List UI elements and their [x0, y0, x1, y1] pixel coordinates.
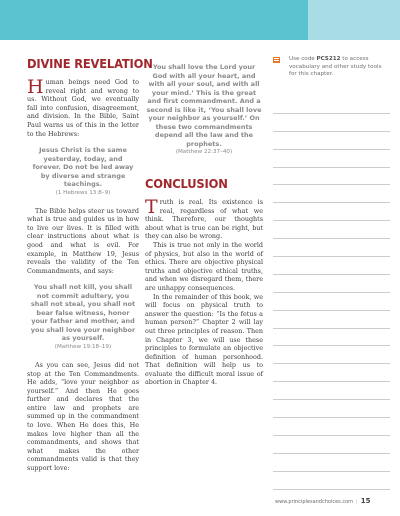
note-line	[273, 311, 390, 329]
quote-text: You shall love the Lord your God with all your heart, and with all your soul, and with all your mind.’ This is the great and first commandment. And a second is like it, ‘You shall love your neighbor as yourself.’ On these two commandments depend all the law and the prophets.	[146, 63, 262, 148]
note-text	[289, 56, 385, 79]
quote-citation: (Matthew 22:37–40)	[175, 149, 233, 155]
drop-cap: T	[145, 196, 158, 218]
note-line	[273, 96, 390, 114]
note-lines	[273, 96, 390, 490]
scripture-quote-matthew-19	[29, 283, 137, 351]
paragraph-text: ruth is real. Its existence is real, regardless of what we think. Therefore, our thoughts about what is true can be right, but they can also be wrong.	[145, 198, 263, 241]
scripture-quote-matthew-22	[145, 63, 263, 156]
note-line	[273, 454, 390, 472]
middle-column	[145, 198, 263, 387]
quote-citation: (Matthew 19:18–19)	[54, 343, 112, 350]
note-text-post: to access vocabulary and other study tools for this chapter.	[289, 56, 382, 77]
paragraph: This is true not only in the world of physics, but also in the world of ethics. There are objective physical truths and objective ethical truths, and when we disregard them, there are unhappy consequences.	[145, 240, 263, 292]
quote-text: Jesus Christ is the same yesterday, today, and forever. Do not be led away by diverse and strange teachings.	[32, 146, 134, 189]
paragraph: In the remainder of this book, we will focus on physical truth to answer the question: “Is the fetus a human person?” Chapter 2 will lay out three principles of reason. Then in Chapter 3, we will use these principles to formulate an objective definition of human personhood. That definition will help us to evaluate the difficult moral issue of abortion in Chapter 4.	[145, 292, 263, 387]
left-column	[27, 78, 139, 473]
note-line	[273, 257, 390, 275]
top-color-bar	[0, 0, 400, 40]
paragraph: The Bible helps steer us toward what is true and guides us in how to live our lives. It is filled with clear instructions about what is good and what is evil. For example, in Matthew 19, Jesus reveals the validity of the Ten Commandments, and says:	[27, 206, 139, 275]
footer-separator: |	[356, 499, 358, 505]
note-line	[273, 472, 390, 490]
paragraph	[145, 198, 263, 241]
note-line	[273, 400, 390, 418]
top-bar-light	[308, 0, 400, 40]
note-line	[273, 436, 390, 454]
note-line	[273, 203, 390, 221]
note-line	[273, 382, 390, 400]
drop-cap: H	[27, 76, 44, 98]
paragraph	[27, 78, 139, 138]
note-line	[273, 150, 390, 168]
note-line	[273, 329, 390, 347]
top-bar-teal	[0, 0, 308, 40]
note-icon	[273, 57, 280, 63]
paragraph-text: uman beings need God to reveal right and wrong to us. Without God, we eventually fall into confusion, disagreement, and division. In the Bible, Saint Paul warns us of this in the letter to the Hebrews:	[27, 78, 139, 138]
footer	[275, 497, 370, 505]
website-url[interactable]: www.principlesandchoices.com	[275, 499, 354, 505]
quote-citation: (1 Hebrews 13:8–9)	[55, 189, 111, 196]
note-line	[273, 132, 390, 150]
note-line	[273, 418, 390, 436]
heading-divine-revelation: DIVINE REVELATION	[27, 56, 153, 71]
quote-text: You shall not kill, you shall not commit adultery, you shall not steal, you shall not bear false witness, honor your father and mother, and you shall love your neighbor as yourself.	[30, 283, 136, 343]
paragraph: As you can see, Jesus did not stop at the Ten Commandments. He adds, “love your neighbor as yourself.” And then He goes further and declares that the entire law and prophets are summed up in the commandment to love. When He does this, He makes love higher than all the commandments, and shows that what makes the other commandments valid is that they support love:	[27, 360, 139, 473]
scripture-quote-hebrews	[31, 146, 135, 197]
note-line	[273, 185, 390, 203]
access-code: PCS212	[316, 56, 341, 62]
heading-conclusion: CONCLUSION	[145, 176, 228, 191]
note-line	[273, 293, 390, 311]
note-line	[273, 221, 390, 239]
page-number: 15	[360, 497, 371, 505]
study-tools-note	[273, 56, 385, 79]
note-line	[273, 275, 390, 293]
note-line	[273, 114, 390, 132]
note-text-pre: Use code	[289, 56, 317, 62]
note-line	[273, 239, 390, 257]
note-line	[273, 168, 390, 186]
note-line	[273, 346, 390, 364]
note-line	[273, 364, 390, 382]
